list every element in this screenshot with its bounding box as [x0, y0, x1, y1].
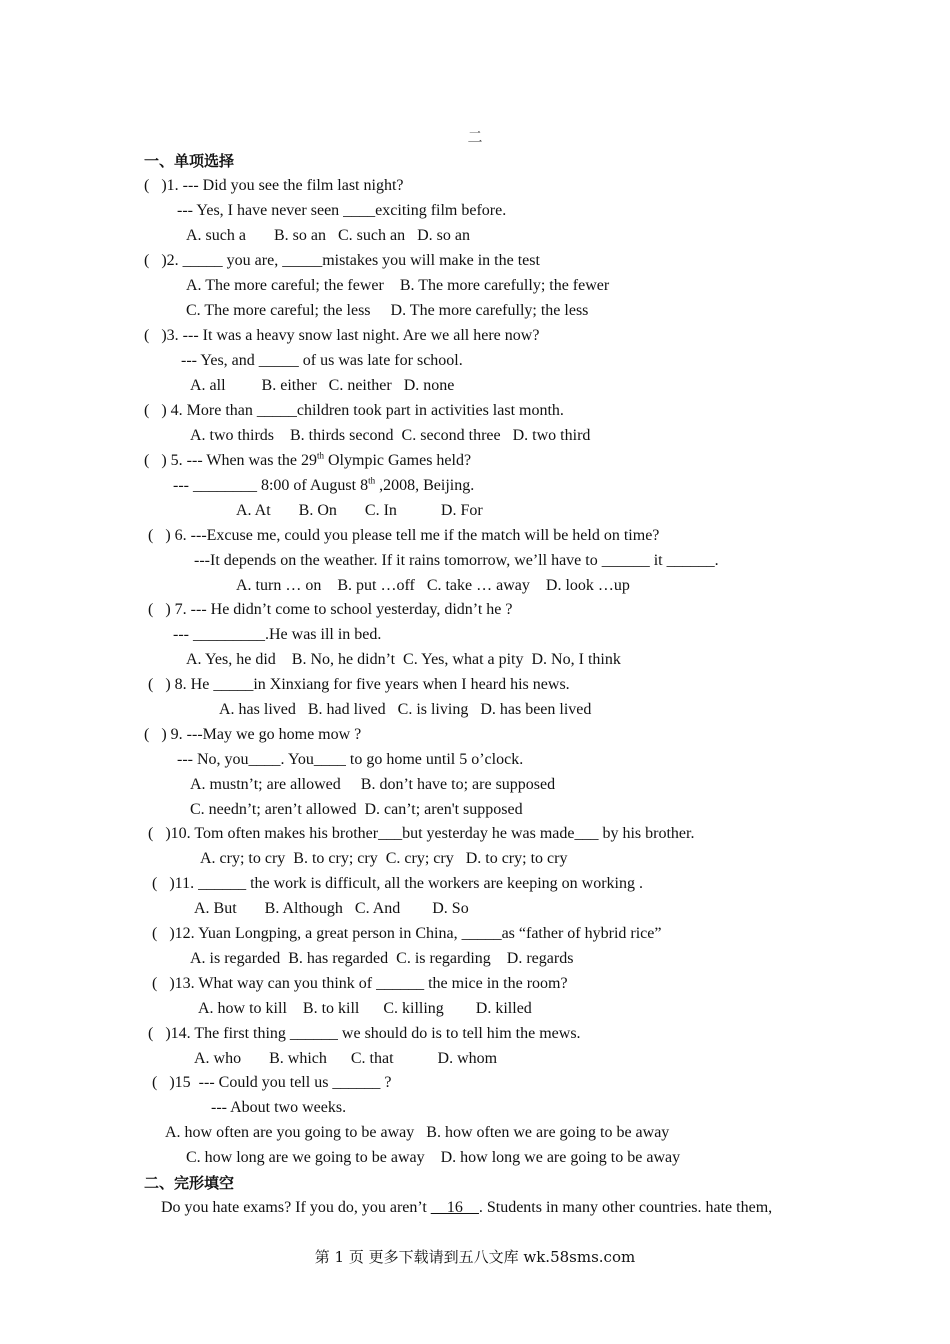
- q14-stem: ( )14. The first thing ______ we should do is to tell him the mews.: [148, 1025, 581, 1042]
- q5-reply-before: --- ________ 8:00 of August 8: [173, 477, 369, 494]
- q10-stem: ( )10. Tom often makes his brother___but yesterday he was made___ by his brother.: [148, 825, 695, 842]
- q9-reply: --- No, you____. You____ to go home until 5 o’clock.: [177, 751, 524, 768]
- q3-stem: ( )3. --- It was a heavy snow last night. Are we all here now?: [144, 327, 540, 344]
- q4-stem: ( ) 4. More than _____children took part in activities last month.: [144, 402, 564, 419]
- q3-options: A. all B. either C. neither D. none: [190, 377, 455, 394]
- q14-options: A. who B. which C. that D. whom: [194, 1050, 498, 1067]
- q5-reply: [173, 476, 474, 496]
- q5-reply-sup: th: [368, 475, 376, 486]
- q1-reply: --- Yes, I have never seen ____exciting film before.: [177, 202, 507, 219]
- q11-options: A. But B. Although C. And D. So: [194, 900, 469, 917]
- q15-reply: --- About two weeks.: [211, 1099, 347, 1116]
- q15-stem: ( )15 --- Could you tell us ______ ?: [152, 1074, 392, 1091]
- q2-options-2: C. The more careful; the less D. The more carefully; the less: [186, 302, 589, 319]
- q1-stem: ( )1. --- Did you see the film last night?: [144, 177, 404, 194]
- q8-options: A. has lived B. had lived C. is living D. has been lived: [219, 701, 592, 718]
- q11-stem: ( )11. ______ the work is difficult, all the workers are keeping on working .: [152, 875, 643, 892]
- q15-options-1: A. how often are you going to be away B. how often we are going to be away: [165, 1124, 670, 1141]
- q5-stem: [144, 451, 471, 471]
- q1-options: A. such a B. so an C. such an D. so an: [186, 227, 470, 244]
- section2-heading: 二、完形填空: [144, 1174, 235, 1192]
- q8-stem: ( ) 8. He _____in Xinxiang for five years when I heard his news.: [148, 676, 570, 693]
- cloze-passage-before: Do you hate exams? If you do, you aren’t: [161, 1199, 431, 1216]
- page-title: 二: [467, 130, 483, 146]
- q12-stem: ( )12. Yuan Longping, a great person in China, _____as “father of hybrid rice”: [152, 925, 662, 942]
- page-footer: 第 1 页 更多下载请到五八文库 wk.58sms.com: [314, 1248, 636, 1266]
- q5-stem-after: Olympic Games held?: [324, 452, 472, 469]
- q7-stem: ( ) 7. --- He didn’t come to school yesterday, didn’t he ?: [148, 601, 513, 618]
- q5-stem-sup: th: [316, 450, 324, 461]
- q2-options-1: A. The more careful; the fewer B. The more carefully; the fewer: [186, 277, 610, 294]
- cloze-blank-16: __16__: [430, 1199, 479, 1216]
- q13-options: A. how to kill B. to kill C. killing D. killed: [198, 1000, 532, 1017]
- q6-reply: ---It depends on the weather. If it rains tomorrow, we’ll have to ______ it ______.: [194, 552, 719, 569]
- q15-options-2: C. how long are we going to be away D. how long we are going to be away: [186, 1149, 681, 1166]
- q13-stem: ( )13. What way can you think of ______ the mice in the room?: [152, 975, 568, 992]
- q9-options-2: C. needn’t; aren’t allowed D. can’t; aren't supposed: [190, 801, 523, 818]
- q6-stem: ( ) 6. ---Excuse me, could you please tell me if the match will be held on time?: [148, 527, 660, 544]
- section1-heading: 一、单项选择: [144, 152, 235, 170]
- cloze-passage: [161, 1198, 772, 1218]
- q12-options: A. is regarded B. has regarded C. is regarding D. regards: [190, 950, 574, 967]
- q5-options: A. At B. On C. In D. For: [236, 502, 483, 519]
- q5-reply-after: ,2008, Beijing.: [375, 477, 475, 494]
- q6-options: A. turn … on B. put …off C. take … away D. look …up: [236, 577, 630, 594]
- q7-options: A. Yes, he did B. No, he didn’t C. Yes, what a pity D. No, I think: [186, 651, 621, 668]
- q9-stem: ( ) 9. ---May we go home mow ?: [144, 726, 362, 743]
- q4-options: A. two thirds B. thirds second C. second three D. two third: [190, 427, 591, 444]
- q2-stem: ( )2. _____ you are, _____mistakes you will make in the test: [144, 252, 540, 269]
- cloze-passage-after: . Students in many other countries. hate them,: [478, 1199, 773, 1216]
- q10-options: A. cry; to cry B. to cry; cry C. cry; cry D. to cry; to cry: [200, 850, 568, 867]
- q9-options-1: A. mustn’t; are allowed B. don’t have to; are supposed: [190, 776, 556, 793]
- q7-reply: --- _________.He was ill in bed.: [173, 626, 382, 643]
- q3-reply: --- Yes, and _____ of us was late for school.: [181, 352, 463, 369]
- q5-stem-before: ( ) 5. --- When was the 29: [144, 452, 317, 469]
